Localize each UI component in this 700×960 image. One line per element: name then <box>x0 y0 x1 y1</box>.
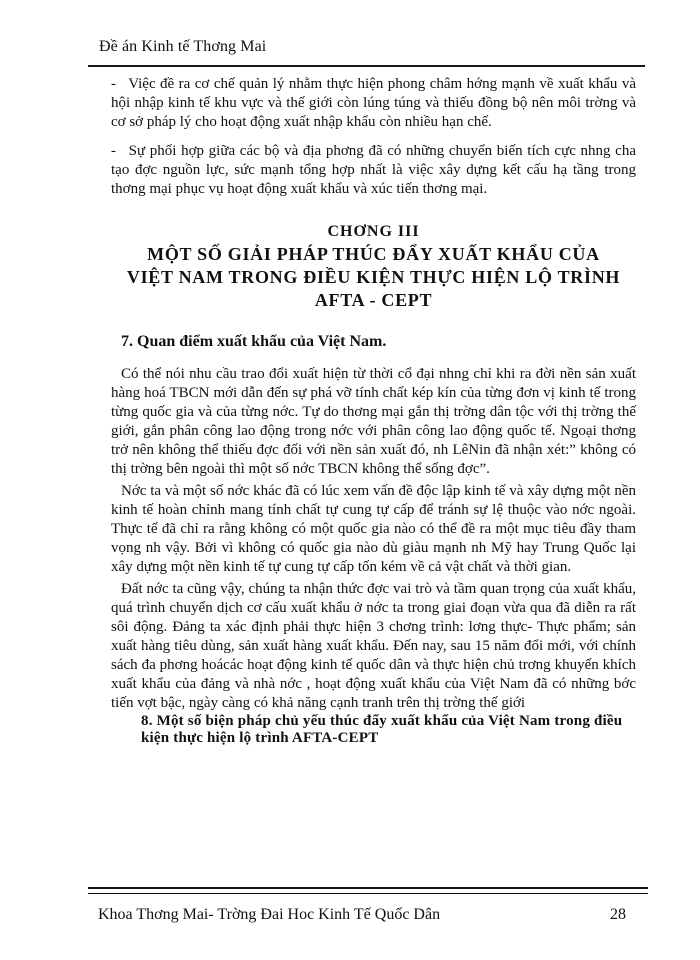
bullet-mark: - <box>111 76 116 92</box>
chapter-label: CHƠNG III <box>327 223 420 240</box>
chapter-title-line-1: MỘT SỐ GIẢI PHÁP THÚC ĐẨY XUẤT KHẨU CỦA <box>147 244 600 264</box>
page-number: 28 <box>610 906 626 923</box>
section-8-title: 8. Một số biện pháp chủ yếu thúc đẩy xuất khẩu của Việt Nam trong điều kiện thực hiện lộ trình AFTA-CEPT <box>141 713 623 746</box>
bullet-mark: - <box>111 143 116 159</box>
bullet-text: Việc đề ra cơ chế quản lý nhằm thực hiện phong châm hớng mạnh về xuất khẩu và hội nhập kinh tế khu vực và thế giới còn lúng túng và thiếu đồng bộ nên môi trờng và cơ sở pháp lý cho hoạt động xuất nhập khẩu còn nhiều hạn chế. <box>111 76 636 130</box>
bullet-item <box>111 142 636 199</box>
bullet-item <box>111 75 636 132</box>
footer-text: Khoa Thơng Mai- Trờng Đai Hoc Kinh Tế Quốc Dân <box>98 906 441 923</box>
section-7-paragraph: Đất nớc ta cũng vậy, chúng ta nhận thức đợc vai trò và tầm quan trọng của xuất khẩu, quá trình chuyển dịch cơ cấu xuất khẩu ở nớc ta trong giai đoạn vừa qua đã diễn ra rất sôi động. Đảng ta xác định phải thực hiện 3 chơng trình: lơng thực- Thực phẩm; sản xuất hàng tiêu dùng, sản xuất hàng xuất khẩu. Đến nay, sau 15 năm đổi mới, với chính sách đa phơng hoácác hoạt động kinh tế quốc dân và thực hiện chủ trơng khuyến khích xuất khẩu của đảng và nhà nớc , hoạt động xuất khẩu của Việt Nam đã có những bớc tiến vợt bậc, ngày càng có khả năng cạnh tranh trên thị trờng thế giới <box>111 581 636 711</box>
footer-rule-thin <box>88 893 648 894</box>
section-7-paragraph: Nớc ta và một số nớc khác đã có lúc xem vấn đề độc lập kinh tế và xây dựng một nền kinh tế hoàn chỉnh mang tính chất tự cung tự cấp để tránh sự lệ thuộc vào nớc ngoài. Thực tế đã chỉ ra rằng không có một quốc gia nào có thể đề ra một mục tiêu đầy tham vọng nh vậy. Bởi vì không có quốc gia nào dù giàu mạnh nh Mỹ hay Trung Quốc lại xây dựng một nền kinh tế tự cung tự cấp tốn kém về cả vật chất và thời gian. <box>111 483 636 575</box>
chapter-title-line-2: VIỆT NAM TRONG ĐIỀU KIỆN THỰC HIỆN LỘ TRÌNH <box>126 267 621 287</box>
section-7-title: 7. Quan điểm xuất khẩu của Việt Nam. <box>121 333 387 350</box>
chapter-title-line-3: AFTA - CEPT <box>314 290 433 310</box>
page-header: Đề án Kinh tế Thơng Mai <box>99 38 267 55</box>
bullet-text: Sự phối hợp giữa các bộ và địa phơng đã có những chuyển biến tích cực nhng cha tạo đợc nguồn lực, sức mạnh tổng hợp nhất là việc xây dựng kết cấu hạ tầng trong thơng mại phục vụ hoạt động xuất khẩu và xúc tiến thơng mại. <box>111 143 636 197</box>
footer-rule-thick <box>88 887 648 889</box>
section-7-paragraph: Có thể nói nhu cầu trao đổi xuất hiện từ thời cổ đại nhng chỉ khi ra đời nền sản xuất hàng hoá TBCN mới dẫn đến sự phá vỡ tính chất kép kín của từng đơn vị kinh tế trong từng quốc gia và của từng nớc. Tự do thơng mại gắn thị trờng dân tộc với thị trờng thế giới, gắn phân công lao động trong nớc với phân công lao động quốc tế. Ngoại thơng trở nên không thể thiếu đợc đối với nền sản xuất đó, nh LêNin đã nhận xét:” không có thị trờng bên ngoài thì một số nớc TBCN không thể sống đợc”. <box>111 366 636 477</box>
page-content <box>111 75 636 747</box>
header-rule <box>88 65 645 67</box>
